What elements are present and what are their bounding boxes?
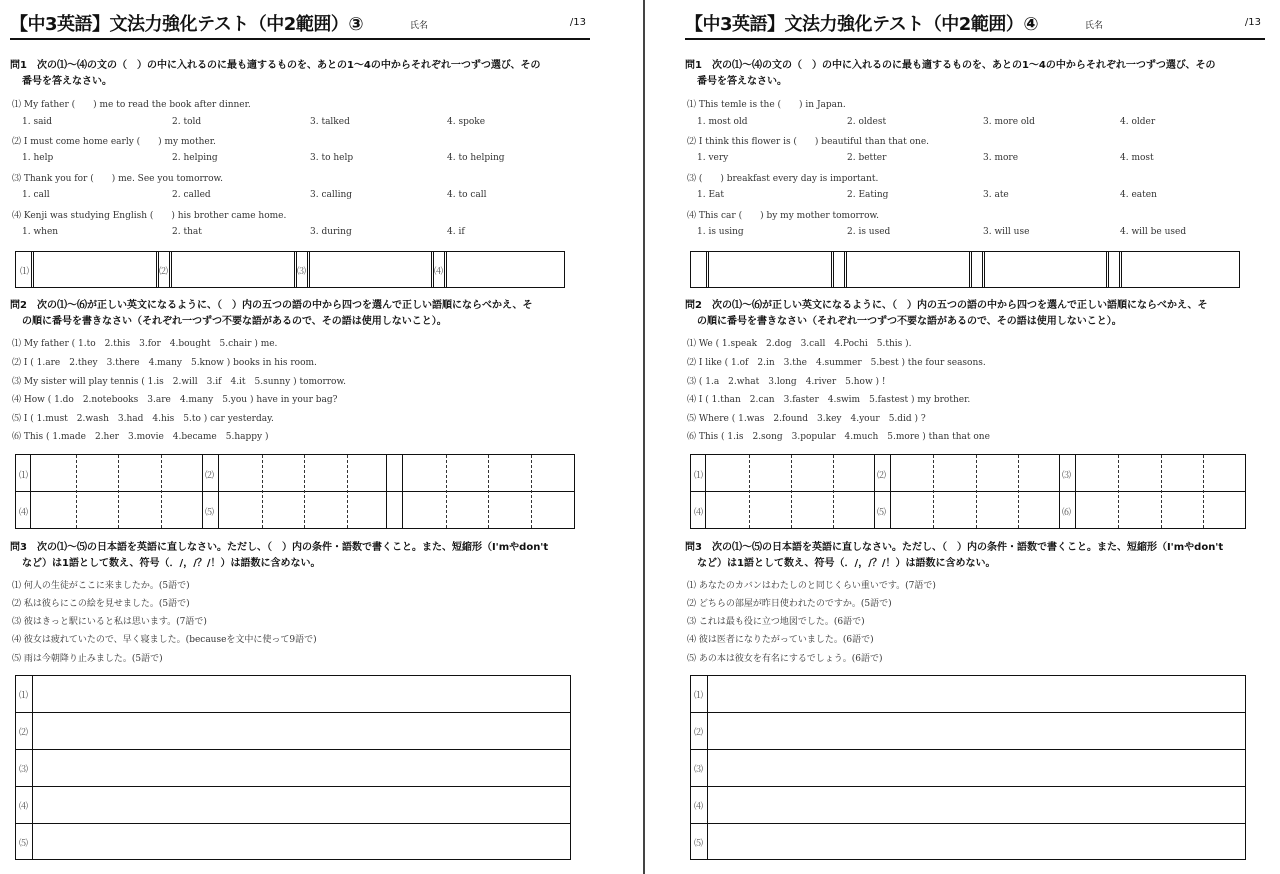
answer-label: ⑷ [694,802,704,812]
answer-label: ⑴ [19,471,29,481]
q1-item-3-option: 3. calling [310,190,353,200]
answer-label: ⑷ [19,508,29,518]
q1-item-1-option: 4. older [1120,117,1156,127]
answer-label: ⑵ [159,267,169,277]
q2-item-6: ⑹ This ( 1.made 2.her 3.movie 4.became 5.happy ) [12,432,269,442]
q1-item-4: ⑷ Kenji was studying English ( ) his brother came home. [12,211,287,221]
q2-item-4: ⑷ I ( 1.than 2.can 3.faster 4.swim 5.fastest ) my brother. [687,395,971,405]
q2-answer-grid [690,454,1246,529]
q1-item-4-option: 1. when [22,227,59,237]
q1-heading: 問1 次の⑴～⑷の文の（ ）の中に入れるのに最も適するものを、あとの1～4の中からそれぞれ一つずつ選び、その 番号を答えなさい。 [685,60,1216,87]
q1-item-2: ⑵ I think this flower is ( ) beautiful than that one. [687,137,930,147]
q1-item-2-option: 2. helping [172,153,218,163]
q2-item-4: ⑷ How ( 1.do 2.notebooks 3.are 4.many 5.you ) have in your bag? [12,395,338,405]
q1-item-2-option: 1. help [22,153,54,163]
worksheet-page-4 [685,0,1280,874]
q1-heading: 問1 次の⑴～⑷の文の（ ）の中に入れるのに最も適するものを、あとの1～4の中からそれぞれ一つずつ選び、その 番号を答えなさい。 [10,60,541,87]
q2-item-3: ⑶ My sister will play tennis ( 1.is 2.will 3.if 4.it 5.sunny ) tomorrow. [12,377,346,387]
q3-item-5: ⑸ 雨は今朝降り止みました。(5語で) [12,654,163,664]
q1-item-4-option: 1. is using [697,227,744,237]
answer-label: ⑵ [694,728,704,738]
q2-item-2: ⑵ I ( 1.are 2.they 3.there 4.many 5.know ) books in his room. [12,358,317,368]
q1-item-2-option: 4. most [1120,153,1154,163]
worksheet-page-3 [10,0,610,874]
answer-label: ⑸ [205,508,215,518]
q2-item-6: ⑹ This ( 1.is 2.song 3.popular 4.much 5.more ) than that one [687,432,990,442]
q1-item-3-option: 4. to call [447,190,487,200]
q1-answer-box [690,251,1240,288]
worksheet-header [685,10,1265,40]
q3-item-3: ⑶ これは最も役に立つ地図でした。(6語で) [687,617,865,627]
q3-item-5: ⑸ あの本は彼女を有名にするでしょう。(6語で) [687,654,883,664]
q1-item-1-option: 3. more old [983,117,1035,127]
q2-answer-grid [15,454,575,529]
q1-item-4-option: 4. will be used [1120,227,1187,237]
q1-item-2-option: 1. very [697,153,729,163]
q1-item-1-option: 1. most old [697,117,748,127]
q2-heading: 問2 次の⑴～⑹が正しい英文になるように、（ ）内の五つの語の中から四つを選んで正しい語順にならべかえ、そ の順に番号を書きなさい（それぞれ一つずつ不要な語があるので、その語は使用しないこと）。 [10,300,533,327]
q1-item-4: ⑷ This car ( ) by my mother tomorrow. [687,211,880,221]
q1-item-1: ⑴ My father ( ) me to read the book after dinner. [12,100,251,110]
q1-item-1-option: 3. talked [310,117,350,127]
q2-item-1: ⑴ My father ( 1.to 2.this 3.for 4.bought 5.chair ) me. [12,339,278,349]
q3-item-1: ⑴ 何人の生徒がここに来ましたか。(5語で) [12,581,190,591]
answer-label: ⑵ [205,471,215,481]
answer-label: ⑶ [1062,471,1072,481]
name-label: 氏名 [1085,21,1104,31]
q1-item-3-option: 1. call [22,190,50,200]
q1-item-1: ⑴ This temle is the ( ) in Japan. [687,100,846,110]
q1-item-1-option: 2. oldest [847,117,887,127]
page-divider [643,0,645,874]
q3-answer-box [15,675,571,860]
answer-label: ⑶ [19,765,29,775]
answer-label: ⑸ [694,839,704,849]
q2-item-1: ⑴ We ( 1.speak 2.dog 3.call 4.Pochi 5.this ). [687,339,912,349]
q2-item-3: ⑶ ( 1.a 2.what 3.long 4.river 5.how ) ! [687,377,886,387]
score-total: /13 [569,17,586,28]
q3-item-3: ⑶ 彼はきっと駅にいると私は思います。(7語で) [12,617,207,627]
q3-item-4: ⑷ 彼は医者になりたがっていました。(6語で) [687,635,874,645]
q3-answer-box [690,675,1246,860]
answer-label: ⑵ [877,471,887,481]
q1-item-2: ⑵ I must come home early ( ) my mother. [12,137,216,147]
answer-label: ⑵ [19,728,29,738]
q1-item-4-option: 2. is used [847,227,891,237]
score-total: /13 [1244,17,1261,28]
answer-label: ⑸ [19,839,29,849]
q2-item-5: ⑸ Where ( 1.was 2.found 3.key 4.your 5.did ) ? [687,414,926,424]
q2-item-5: ⑸ I ( 1.must 2.wash 3.had 4.his 5.to ) car yesterday. [12,414,274,424]
answer-label: ⑷ [694,508,704,518]
q2-item-2: ⑵ I like ( 1.of 2.in 3.the 4.summer 5.best ) the four seasons. [687,358,986,368]
q1-item-3: ⑶ Thank you for ( ) me. See you tomorrow. [12,174,224,184]
answer-label: ⑶ [297,267,307,277]
answer-label: ⑷ [19,802,29,812]
q3-item-1: ⑴ あなたのカバンはわたしのと同じくらい重いです。(7語で) [687,581,936,591]
q1-item-4-option: 2. that [172,227,202,237]
answer-label: ⑴ [694,691,704,701]
q3-item-4: ⑷ 彼女は疲れていたので、早く寝ました。(becauseを文中に使って9語で) [12,635,317,645]
q1-item-4-option: 4. if [447,227,465,237]
worksheet-title: 【中3英語】文法力強化テスト（中2範囲）④ [685,14,1039,35]
q1-item-4-option: 3. during [310,227,352,237]
q1-item-3: ⑶ ( ) breakfast every day is important. [687,174,879,184]
answer-label: ⑹ [1062,508,1072,518]
answer-label: ⑴ [19,691,29,701]
answer-label: ⑶ [694,765,704,775]
q1-item-2-option: 3. to help [310,153,354,163]
q3-heading: 問3 次の⑴～⑸の日本語を英語に直しなさい。ただし、（ ）内の条件・語数で書くこと。また、短縮形（I'mやdon't など）は1語として数え、符号（．/，/？/！）は語数に含めない。 [10,542,549,569]
answer-label: ⑷ [434,267,444,277]
q1-item-4-option: 3. will use [983,227,1030,237]
q1-item-3-option: 2. Eating [847,190,889,200]
q1-item-3-option: 4. eaten [1120,190,1157,200]
worksheet-header [10,10,590,40]
q1-item-3-option: 2. called [172,190,211,200]
q1-item-2-option: 4. to helping [447,153,505,163]
q1-item-1-option: 1. said [22,117,53,127]
q1-item-3-option: 3. ate [983,190,1009,200]
q1-item-3-option: 1. Eat [697,190,724,200]
q1-item-1-option: 2. told [172,117,202,127]
answer-label: ⑴ [694,471,704,481]
answer-label: ⑸ [877,508,887,518]
name-label: 氏名 [410,21,429,31]
q3-item-2: ⑵ 私は彼らにこの絵を見せました。(5語で) [12,599,190,609]
answer-label: ⑴ [20,267,30,277]
q2-heading: 問2 次の⑴～⑹が正しい英文になるように、（ ）内の五つの語の中から四つを選んで正しい語順にならべかえ、そ の順に番号を書きなさい（それぞれ一つずつ不要な語があるので、その語は使用しないこと）。 [685,300,1208,327]
q1-item-2-option: 2. better [847,153,887,163]
q3-heading: 問3 次の⑴～⑸の日本語を英語に直しなさい。ただし、（ ）内の条件・語数で書くこと。また、短縮形（I'mやdon't など）は1語として数え、符号（．/，/？/！）は語数に含めない。 [685,542,1224,569]
q1-item-2-option: 3. more [983,153,1019,163]
q3-item-2: ⑵ どちらの部屋が昨日使われたのですか。(5語で) [687,599,892,609]
worksheet-title: 【中3英語】文法力強化テスト（中2範囲）③ [10,14,364,35]
q1-answer-box [15,251,565,288]
q1-item-1-option: 4. spoke [447,117,486,127]
